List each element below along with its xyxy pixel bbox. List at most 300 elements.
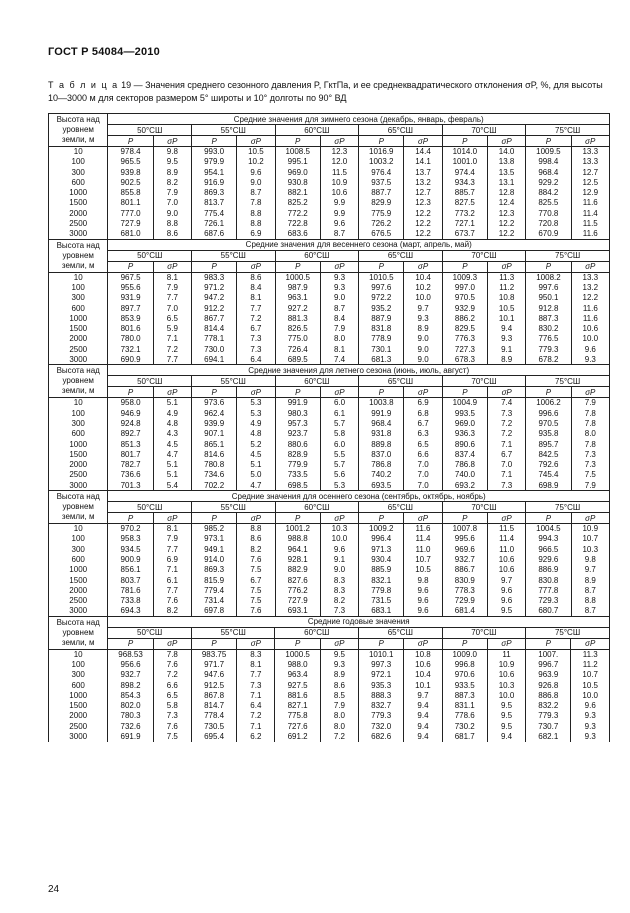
pressure-column-header: P [442, 513, 487, 524]
sigma-value: 9.5 [500, 711, 513, 721]
sigma-value: 8.4 [250, 282, 262, 292]
sigma-value: 5.8 [166, 701, 178, 711]
heights-column [49, 649, 108, 742]
sigma-value: 7.0 [166, 303, 178, 313]
sigma-value: 12.7 [415, 188, 431, 198]
pressure-value: 782.7 [120, 460, 141, 470]
latitude-header: 55°СШ [191, 627, 275, 638]
pressure-value: 885.9 [371, 565, 392, 575]
sigma-value: 9.0 [417, 355, 429, 365]
latitude-header: 70°СШ [442, 125, 526, 136]
sigma-value: 7.2 [501, 429, 513, 439]
pressure-value: 731.4 [204, 596, 225, 606]
height-value: 300 [71, 167, 85, 177]
sigma-value: 8.6 [166, 229, 178, 239]
height-column-header: Высота над уровнем земли, м [49, 239, 108, 272]
sigma-value: 8.7 [333, 229, 346, 239]
sigma-value: 6.3 [417, 429, 429, 439]
pressure-value: 837.0 [371, 449, 392, 459]
sigma-value: 7.3 [250, 680, 262, 690]
pressure-value: 775.0 [287, 334, 308, 344]
sigma-column [237, 524, 275, 617]
pressure-value: 993.5 [454, 408, 475, 418]
pressure-value: 993.0 [204, 147, 225, 156]
sigma-value: 7.3 [501, 480, 513, 490]
pressure-value: 867.7 [204, 313, 225, 323]
sigma-value: 7.7 [250, 670, 262, 680]
pressure-value: 969.0 [287, 167, 308, 177]
pressure-value: 1003.2 [369, 157, 394, 167]
pressure-value: 882.9 [287, 565, 308, 575]
sigma-column-header: σP [237, 638, 275, 649]
sigma-value: 7.3 [584, 449, 596, 459]
sigma-column [571, 649, 610, 742]
pressure-value: 988.8 [287, 534, 308, 544]
sigma-value: 13.3 [582, 147, 599, 156]
sigma-value: 8.0 [584, 429, 596, 439]
pressure-value: 726.2 [371, 219, 392, 229]
sigma-value: 11.6 [582, 313, 598, 323]
sigma-value: 5.3 [250, 408, 262, 418]
sigma-value: 6.8 [417, 408, 429, 418]
pressure-value: 856.1 [120, 565, 141, 575]
pressure-value: 778.6 [454, 711, 475, 721]
pressure-column-header: P [526, 387, 571, 398]
pressure-value: 801.1 [120, 198, 141, 208]
sigma-value: 13.2 [415, 177, 431, 187]
height-value: 1500 [69, 324, 88, 334]
pressure-value: 1009.5 [536, 147, 561, 156]
pressure-value: 895.7 [538, 439, 559, 449]
sigma-value: 10.9 [498, 659, 515, 669]
pressure-value: 998.4 [538, 157, 559, 167]
pressure-value: 779.9 [287, 460, 308, 470]
pressure-value: 732.0 [371, 721, 392, 731]
pressure-value: 890.6 [454, 439, 475, 449]
pressure-value: 832.2 [538, 701, 559, 711]
pressure-value: 693.1 [287, 606, 308, 616]
pressure-value: 730.2 [454, 721, 475, 731]
height-value: 3000 [69, 732, 88, 742]
pressure-value: 968.4 [371, 418, 392, 428]
pressure-value: 979.9 [204, 157, 225, 167]
sigma-value: 9.6 [333, 219, 346, 229]
pressure-value: 937.5 [371, 177, 392, 187]
pressure-column [526, 272, 571, 365]
pressure-value: 854.3 [120, 690, 141, 700]
latitude-header: 75°СШ [526, 502, 610, 513]
pressure-value: 831.8 [371, 324, 392, 334]
pressure-value: 778.1 [204, 334, 225, 344]
pressure-value: 996.6 [538, 408, 559, 418]
pressure-column-header: P [526, 136, 571, 147]
height-value: 2500 [69, 344, 88, 354]
sigma-value: 12.2 [498, 219, 515, 229]
latitude-header: 60°СШ [275, 250, 359, 261]
sigma-value: 9.5 [500, 701, 513, 711]
pressure-value: 963.1 [287, 293, 308, 303]
sigma-column [404, 147, 442, 240]
pressure-column-header: P [192, 387, 237, 398]
sigma-value: 6.1 [166, 575, 178, 585]
sigma-value: 4.3 [166, 429, 178, 439]
pressure-value: 939.9 [204, 418, 225, 428]
sigma-value: 7.2 [166, 344, 178, 354]
pressure-value: 1004.5 [536, 524, 561, 534]
pressure-value: 732.1 [120, 344, 141, 354]
pressure-value: 934.5 [120, 544, 141, 554]
sigma-value: 10.5 [415, 565, 431, 575]
sigma-value: 10.5 [498, 303, 515, 313]
sigma-value: 8.0 [333, 334, 346, 344]
sigma-value: 13.1 [498, 177, 515, 187]
pressure-value: 680.7 [538, 606, 559, 616]
sigma-value: 6.0 [333, 439, 346, 449]
sigma-value: 9.6 [333, 544, 346, 554]
pressure-column [526, 524, 571, 617]
sigma-value: 4.7 [250, 480, 262, 490]
sigma-value: 6.1 [333, 408, 346, 418]
sigma-value: 9.0 [417, 344, 429, 354]
pressure-value: 912.5 [204, 680, 225, 690]
caption-text: 19 — Значения среднего сезонного давления P, ГктПа, и ее среднеквадратического отклонения σP, %, для высоты 10—3000 м для секторов размером 5° широты и 10° долготы по 90° ВД [48, 80, 603, 103]
sigma-value: 7.5 [250, 596, 262, 606]
section-title: Средние значения для летнего сезона (июнь, июль, август) [108, 365, 610, 376]
pressure-value: 855.8 [120, 188, 141, 198]
sigma-column-header: σP [487, 136, 525, 147]
sigma-value: 6.7 [417, 418, 429, 428]
pressure-column [108, 524, 153, 617]
pressure-value: 931.9 [120, 293, 141, 303]
latitude-header: 70°СШ [442, 502, 526, 513]
sigma-column-header: σP [320, 261, 358, 272]
sigma-value: 7.3 [584, 460, 596, 470]
sigma-value: 7.8 [584, 439, 596, 449]
sigma-value: 10.6 [498, 670, 515, 680]
pressure-value: 776.3 [454, 334, 475, 344]
sigma-value: 10.5 [582, 680, 598, 690]
sigma-value: 12.9 [582, 188, 599, 198]
pressure-value: 720.8 [538, 219, 559, 229]
pressure-value: 955.6 [120, 282, 141, 292]
latitude-header: 70°СШ [442, 250, 526, 261]
sigma-value: 13.3 [582, 157, 599, 167]
pressure-value: 886.9 [538, 565, 559, 575]
pressure-value: 902.5 [120, 177, 141, 187]
pressure-value: 914.0 [204, 554, 225, 564]
sigma-value: 13.5 [498, 167, 515, 177]
pressure-value: 929.6 [538, 554, 559, 564]
pressure-value: 967.5 [120, 272, 141, 282]
sigma-value: 11.4 [415, 534, 431, 544]
pressure-value: 815.9 [204, 575, 225, 585]
sigma-column-header: σP [153, 136, 191, 147]
pressure-value: 968.53 [118, 649, 143, 659]
latitude-header: 65°СШ [359, 250, 443, 261]
sigma-column-header: σP [153, 387, 191, 398]
sigma-value: 8.1 [166, 272, 178, 282]
pressure-value: 691.9 [120, 732, 141, 742]
table-section [48, 616, 610, 743]
pressure-value: 681.7 [454, 732, 475, 742]
sigma-value: 7.6 [250, 554, 262, 564]
pressure-value: 733.5 [287, 470, 308, 480]
pressure-value: 997.3 [371, 659, 392, 669]
pressure-value: 727.1 [454, 219, 475, 229]
sigma-value: 9.4 [417, 711, 429, 721]
sigma-value: 5.1 [166, 460, 178, 470]
pressure-value: 1001.2 [285, 524, 310, 534]
sigma-value: 10.6 [415, 659, 431, 669]
pressure-value: 947.6 [204, 670, 225, 680]
pressure-value: 887.3 [538, 313, 559, 323]
pressure-value: 996.7 [538, 659, 559, 669]
pressure-value: 1009.0 [452, 649, 477, 659]
latitude-header: 55°СШ [192, 376, 276, 387]
sigma-value: 10.9 [582, 524, 599, 534]
table-section [48, 113, 610, 240]
sigma-value: 8.2 [333, 596, 346, 606]
height-value: 100 [71, 408, 85, 418]
sigma-value: 8.2 [250, 544, 262, 554]
pressure-value: 698.5 [287, 480, 308, 490]
sigma-value: 11.6 [582, 198, 598, 208]
pressure-column [442, 649, 487, 742]
pressure-value: 733.8 [120, 596, 141, 606]
pressure-value: 1010.5 [369, 272, 394, 282]
pressure-column [108, 398, 153, 491]
sigma-value: 6.6 [166, 680, 178, 690]
pressure-column-header: P [526, 638, 571, 649]
sigma-column [404, 272, 442, 365]
pressure-value: 676.5 [371, 229, 392, 239]
sigma-value: 10.7 [582, 534, 599, 544]
sigma-value: 9.7 [417, 303, 429, 313]
pressure-value: 930.4 [371, 554, 392, 564]
height-value: 1000 [69, 313, 88, 323]
sigma-value: 11.2 [499, 282, 515, 292]
sigma-value: 7.0 [501, 460, 513, 470]
sigma-value: 12.2 [582, 293, 599, 303]
pressure-value: 670.9 [538, 229, 559, 239]
sigma-value: 8.3 [333, 585, 346, 595]
pressure-value: 803.7 [120, 575, 141, 585]
sigma-value: 9.9 [333, 198, 346, 208]
pressure-value: 729.9 [454, 596, 475, 606]
pressure-value: 801.7 [120, 449, 141, 459]
sigma-value: 7.0 [166, 198, 178, 208]
pressure-value: 958.3 [120, 534, 141, 544]
pressure-value: 778.3 [454, 585, 475, 595]
pressure-value: 745.4 [538, 470, 559, 480]
sigma-value: 10.0 [582, 690, 598, 700]
sigma-value: 7.8 [166, 649, 178, 659]
sigma-value: 5.3 [250, 398, 262, 408]
sigma-value: 8.1 [166, 524, 178, 534]
sigma-value: 7.1 [250, 721, 262, 731]
pressure-value: 730.0 [204, 344, 225, 354]
latitude-header: 50°СШ [108, 627, 192, 638]
sigma-value: 12.2 [498, 229, 515, 239]
sigma-column [404, 649, 442, 742]
sigma-value: 5.2 [250, 439, 262, 449]
pressure-value: 888.3 [371, 690, 392, 700]
sigma-value: 7.2 [250, 711, 262, 721]
pressure-value: 1006.2 [536, 398, 561, 408]
sigma-value: 7.6 [166, 596, 178, 606]
heights-column [49, 272, 108, 365]
sigma-column-header: σP [488, 387, 526, 398]
pressure-value: 775.8 [287, 711, 308, 721]
sigma-value: 8.2 [166, 177, 178, 187]
height-value: 2500 [69, 721, 88, 731]
sigma-column [320, 524, 358, 617]
sigma-value: 6.4 [250, 701, 262, 711]
pressure-value: 1014.0 [452, 147, 478, 156]
sigma-value: 7.0 [417, 480, 429, 490]
sigma-value: 7.1 [501, 470, 513, 480]
height-value: 2000 [69, 208, 88, 218]
pressure-column-header: P [442, 387, 487, 398]
sigma-value: 9.8 [166, 147, 178, 156]
pressure-value: 1007. [538, 649, 559, 659]
pressure-column [275, 398, 320, 491]
pressure-column-header: P [275, 513, 320, 524]
sigma-column-header: σP [153, 261, 191, 272]
sigma-value: 11.5 [331, 167, 347, 177]
latitude-header: 75°СШ [526, 627, 610, 638]
pressure-value: 980.3 [287, 408, 308, 418]
sigma-value: 8.5 [333, 690, 345, 700]
sigma-value: 10.4 [415, 670, 431, 680]
sigma-value: 10.7 [415, 554, 431, 564]
pressure-column [275, 147, 320, 240]
pressure-value: 970.5 [538, 418, 559, 428]
sigma-value: 13.8 [498, 157, 515, 167]
pressure-value: 780.0 [120, 334, 141, 344]
sigma-value: 8.8 [250, 208, 262, 218]
section-title: Средние значения для осеннего сезона (сентябрь, октябрь, ноябрь) [108, 491, 610, 502]
sigma-column-header: σP [571, 638, 610, 649]
pressure-value: 963.4 [287, 670, 308, 680]
pressure-value: 678.3 [454, 355, 475, 365]
sigma-value: 7.9 [584, 398, 596, 408]
document-header: ГОСТ Р 54084—2010 [48, 46, 160, 58]
sigma-value: 9.0 [333, 565, 346, 575]
sigma-value: 10.9 [331, 177, 348, 187]
sigma-value: 9.6 [417, 596, 429, 606]
pressure-value: 997.6 [538, 282, 559, 292]
sigma-column-header: σP [237, 513, 275, 524]
pressure-value: 995.1 [287, 157, 308, 167]
pressure-value: 884.2 [538, 188, 559, 198]
pressure-value: 932.7 [120, 670, 141, 680]
pressure-column-header: P [108, 513, 153, 524]
pressure-value: 813.7 [204, 198, 225, 208]
sigma-value: 6.5 [166, 690, 178, 700]
sigma-value: 8.1 [250, 293, 262, 303]
pressure-column-header: P [359, 261, 404, 272]
height-value: 2500 [69, 470, 88, 480]
sigma-value: 5.3 [333, 480, 346, 490]
sigma-value: 5.1 [250, 460, 262, 470]
latitude-header: 60°СШ [275, 502, 359, 513]
sigma-column-header: σP [153, 638, 191, 649]
pressure-value: 916.9 [204, 177, 225, 187]
pressure-column-header: P [275, 387, 320, 398]
pressure-value: 825.5 [538, 198, 559, 208]
caption-label: Т а б л и ц а [48, 80, 119, 90]
pressure-value: 827.1 [287, 701, 308, 711]
sigma-value: 8.8 [166, 219, 178, 229]
pressure-column-header: P [359, 638, 404, 649]
height-value: 1000 [69, 439, 88, 449]
latitude-header: 65°СШ [359, 376, 443, 387]
pressure-value: 1007.8 [452, 524, 478, 534]
pressure-value: 971.3 [371, 544, 392, 554]
latitude-header: 65°СШ [359, 502, 443, 513]
pressure-value: 792.6 [538, 460, 559, 470]
sigma-column-header: σP [488, 261, 526, 272]
pressure-value: 1009.2 [369, 524, 394, 534]
sigma-value: 7.0 [417, 460, 429, 470]
height-value: 10 [73, 147, 83, 156]
pressure-value: 780.8 [204, 460, 225, 470]
pressure-column-header: P [108, 387, 153, 398]
latitude-header: 65°СШ [359, 125, 443, 136]
sigma-value: 10.0 [331, 534, 348, 544]
sigma-value: 9.6 [417, 606, 429, 616]
pressure-value: 969.0 [454, 418, 475, 428]
pressure-value: 690.9 [120, 355, 141, 365]
pressure-value: 683.6 [287, 229, 308, 239]
sigma-column-header: σP [487, 513, 525, 524]
pressure-value: 853.9 [120, 313, 141, 323]
sigma-column-header: σP [153, 513, 191, 524]
sigma-value: 10.2 [248, 157, 264, 167]
sigma-value: 5.7 [333, 460, 346, 470]
pressure-column [275, 272, 320, 365]
sigma-value: 9.0 [333, 293, 346, 303]
sigma-value: 4.8 [166, 418, 178, 428]
pressure-value: 887.3 [454, 690, 475, 700]
pressure-value: 912.8 [538, 303, 559, 313]
sigma-value: 4.5 [250, 449, 262, 459]
sigma-value: 7.1 [501, 439, 513, 449]
pressure-value: 1000.5 [285, 272, 310, 282]
sigma-value: 5.9 [166, 324, 178, 334]
sigma-value: 8.9 [584, 575, 596, 585]
pressure-value: 885.7 [454, 188, 475, 198]
latitude-header: 50°СШ [108, 250, 192, 261]
pressure-value: 777.0 [120, 208, 141, 218]
pressure-value: 898.2 [120, 680, 141, 690]
height-value: 2000 [69, 585, 88, 595]
sigma-column-header: σP [320, 638, 358, 649]
pressure-value: 972.2 [371, 293, 392, 303]
height-value: 600 [71, 177, 85, 187]
height-value: 300 [71, 293, 85, 303]
sigma-value: 12.2 [415, 208, 431, 218]
pressure-value: 693.2 [454, 480, 475, 490]
sigma-value: 7.7 [166, 293, 178, 303]
pressure-value: 681.0 [120, 229, 141, 239]
height-value: 10 [73, 398, 83, 408]
pressure-column [275, 524, 320, 617]
pressure-value: 970.5 [454, 293, 475, 303]
pressure-value: 681.3 [371, 355, 392, 365]
sigma-value: 7.5 [250, 585, 262, 595]
